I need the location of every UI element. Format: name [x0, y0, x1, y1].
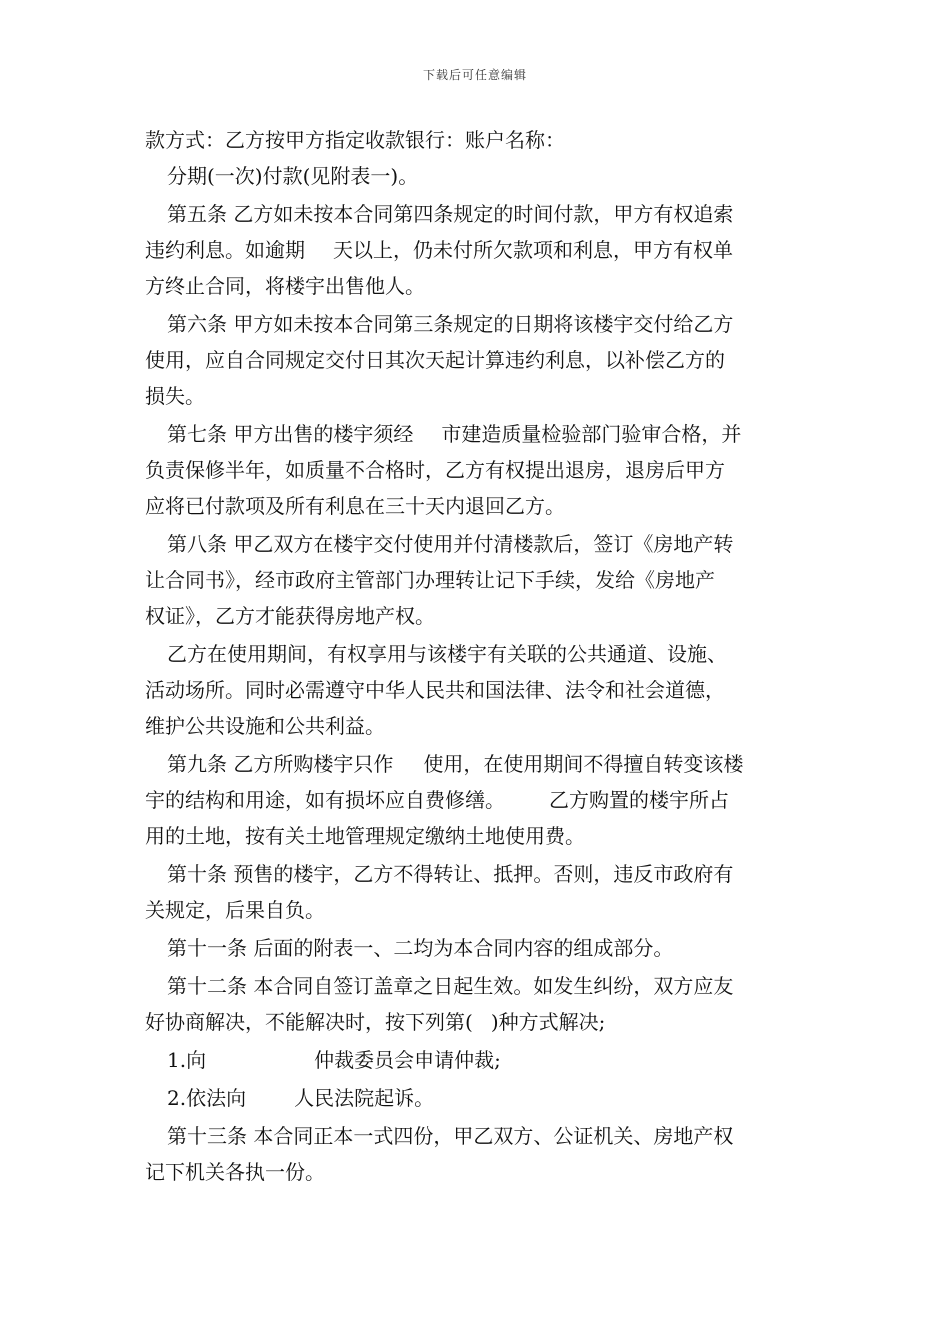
text-line: 维护公共设施和公共利益。 [145, 714, 385, 738]
option-2-line [145, 1080, 815, 1116]
text-segment: 1.向 [167, 1048, 207, 1072]
article-6-line: 第六条 甲方如未按本合同第三条规定的日期将该楼宇交付给乙方 [167, 312, 734, 336]
article-12-line: 第十二条 本合同自签订盖章之日起生效。如发生纠纷，双方应友 [167, 974, 734, 998]
text-segment: 天以上，仍未付所欠款项和利息，甲方有权单 [333, 238, 733, 262]
text-line: 乙方在使用期间，有权享用与该楼宇有关联的公共通道、设施、 [167, 642, 727, 666]
article-10-line: 关规定，后果自负。 [145, 898, 325, 922]
article-8-line: 权证》，乙方才能获得房地产权。 [145, 604, 435, 628]
text-segment: 第九条 乙方所购楼宇只作 [167, 752, 394, 776]
text-segment: 第七条 甲方出售的楼宇须经 [167, 422, 414, 446]
article-6-line: 损失。 [145, 384, 205, 408]
contract-body [145, 122, 815, 1190]
article-7-line: 应将已付款项及所有利息在三十天内退回乙方。 [145, 494, 565, 518]
article-6-line: 使用，应自合同规定交付日其次天起计算违约利息，以补偿乙方的 [145, 348, 725, 372]
text-segment: 宇的结构和用途，如有损坏应自费修缮。 [145, 788, 505, 812]
text-segment: 好协商解决，不能解决时，按下列第( [145, 1010, 473, 1034]
text-line: 分期(一次)付款(见附表一)。 [167, 164, 419, 188]
text-line: 款方式：乙方按甲方指定收款银行：账户名称： [145, 128, 565, 152]
text-segment: 市建造质量检验部门验审合格，并 [441, 422, 742, 446]
article-12-line [145, 1004, 815, 1040]
text-segment: )种方式解决; [490, 1010, 606, 1034]
article-8-line: 第八条 甲乙双方在楼宇交付使用并付清楼款后，签订《房地产转 [167, 532, 734, 556]
page-header: 下载后可任意编辑 [422, 68, 527, 82]
text-segment: 人民法院起诉。 [294, 1086, 435, 1110]
article-11-line: 第十一条 后面的附表一、二均为本合同内容的组成部分。 [167, 936, 674, 960]
article-5-line: 方终止合同，将楼宇出售他人。 [145, 274, 425, 298]
article-7-line [145, 416, 815, 452]
text-segment: 仲裁委员会申请仲裁; [314, 1048, 501, 1072]
article-13-line: 记下机关各执一份。 [145, 1160, 325, 1184]
article-10-line: 第十条 预售的楼宇，乙方不得转让、抵押。否则，违反市政府有 [167, 862, 734, 886]
option-1-line [145, 1042, 815, 1078]
text-segment: 使用，在使用期间不得擅自转变该楼 [423, 752, 744, 776]
article-5-line: 第五条 乙方如未按本合同第四条规定的时间付款，甲方有权追索 [167, 202, 734, 226]
article-13-line: 第十三条 本合同正本一式四份，甲乙双方、公证机关、房地产权 [167, 1124, 734, 1148]
article-8-line: 让合同书》，经市政府主管部门办理转让记下手续，发给《房地产 [145, 568, 715, 592]
article-9-line [145, 746, 815, 782]
text-segment: 乙方购置的楼宇所占 [549, 788, 729, 812]
article-7-line: 负责保修半年，如质量不合格时，乙方有权提出退房，退房后甲方 [145, 458, 725, 482]
text-segment: 2.依法向 [167, 1086, 247, 1110]
article-9-line [145, 782, 815, 818]
article-9-line: 用的土地，按有关土地管理规定缴纳土地使用费。 [145, 824, 585, 848]
text-segment: 违约利息。如逾期 [145, 238, 305, 262]
text-line: 活动场所。同时必需遵守中华人民共和国法律、法令和社会道德， [145, 678, 725, 702]
article-5-line [145, 232, 815, 268]
